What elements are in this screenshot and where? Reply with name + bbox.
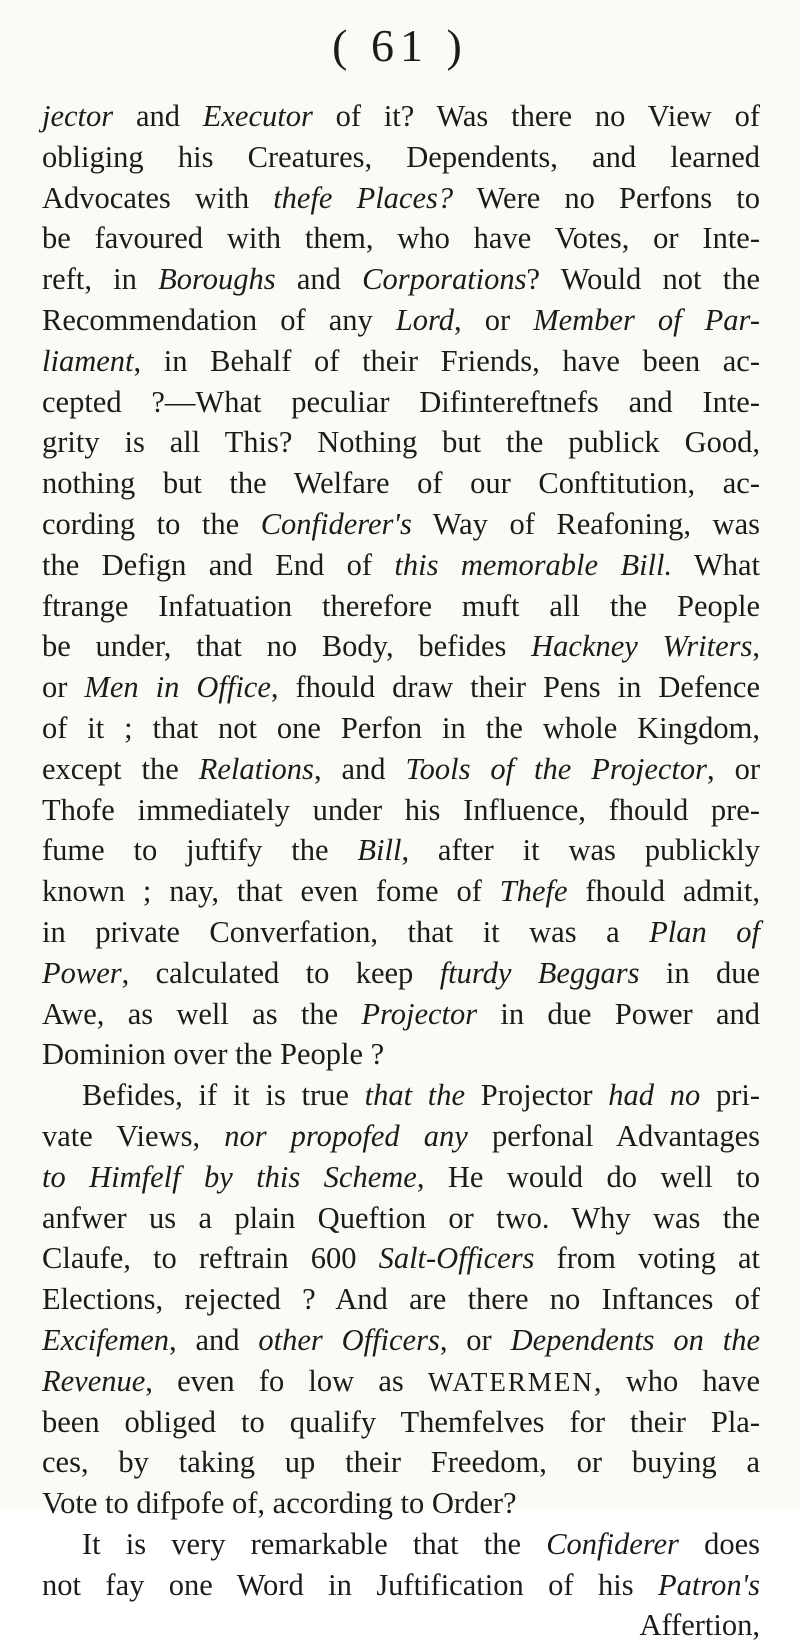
text-line	[42, 1605, 760, 1646]
text-segment: in due Power and	[477, 996, 760, 1031]
text-line	[42, 178, 760, 219]
text-segment: or	[42, 670, 85, 705]
text-segment: Were no Perfons to	[453, 180, 760, 215]
italic-text: this memorable Bill.	[394, 547, 673, 582]
italic-text: Tools of the Projector	[405, 751, 708, 786]
text-line	[42, 463, 760, 504]
text-segment: obliging his Creatures, Dependents, and learned	[42, 139, 760, 174]
italic-text: Hackney Writers	[531, 629, 753, 664]
text-line	[42, 422, 760, 463]
text-segment: pri-	[700, 1078, 760, 1113]
text-segment: , or	[454, 302, 534, 337]
text-line	[42, 504, 760, 545]
italic-text: Confiderer	[546, 1526, 679, 1561]
text-line	[42, 382, 760, 423]
text-segment: Befides, if it is true	[82, 1078, 365, 1113]
text-segment: , after it was publickly	[401, 833, 760, 868]
page-number: ( 61 )	[332, 20, 468, 71]
text-line	[42, 1402, 760, 1443]
text-segment: , fhould draw their Pens in Defence	[270, 670, 760, 705]
italic-text: Dependents on the	[510, 1322, 760, 1357]
italic-text: Salt-Officers	[378, 1241, 535, 1276]
text-segment: not fay one Word in Juftification of his	[42, 1567, 659, 1602]
italic-text: Bill	[357, 833, 402, 868]
text-line	[42, 994, 760, 1035]
italic-text: fturdy Beggars	[439, 955, 640, 990]
text-segment: It is very remarkable that the	[82, 1526, 547, 1561]
text-segment: , even fo low as	[145, 1363, 428, 1398]
italic-text: Patron's	[658, 1567, 760, 1602]
italic-text: had no	[608, 1078, 701, 1113]
text-line	[42, 1238, 760, 1279]
text-segment: perfonal Advantages	[467, 1118, 760, 1153]
text-line	[42, 708, 760, 749]
text-segment: , who have	[593, 1363, 760, 1398]
italic-text: liament	[42, 343, 134, 378]
text-segment: Awe, as well as the	[42, 996, 362, 1031]
text-segment: Elections, rejected ? And are there no Inftances of	[42, 1282, 760, 1317]
text-line	[42, 1198, 760, 1239]
text-segment: Thofe immediately under his Influence, fhould pre-	[42, 792, 760, 827]
text-line	[42, 137, 760, 178]
text-line	[42, 545, 760, 586]
text-line	[42, 300, 760, 341]
text-line	[42, 749, 760, 790]
text-segment: grity is all This? Nothing but the publick Good,	[42, 425, 760, 460]
italic-text: Revenue	[42, 1363, 146, 1398]
text-line	[42, 830, 760, 871]
text-segment: nothing but the Welfare of our Conftitution, ac-	[42, 466, 760, 501]
text-line	[42, 1279, 760, 1320]
small-caps-text: WATERMEN	[427, 1366, 594, 1397]
text-segment: , and	[313, 751, 406, 786]
text-line	[42, 1075, 760, 1116]
text-segment: Projector	[465, 1078, 609, 1113]
text-segment: be under, that no Body, befides	[42, 629, 532, 664]
text-segment: What	[672, 547, 760, 582]
text-segment: fhould admit,	[567, 874, 760, 909]
italic-text: thefe Places?	[273, 180, 454, 215]
italic-text: Men in Office	[84, 670, 271, 705]
text-segment: ,	[752, 629, 760, 664]
text-line	[42, 1565, 760, 1606]
text-segment: cepted ?—What peculiar Difintereftnefs and Inte-	[42, 384, 760, 419]
text-line	[42, 341, 760, 382]
text-segment: known ; nay, that even fome of	[42, 874, 500, 909]
text-line	[42, 912, 760, 953]
italic-text: Lord	[395, 302, 454, 337]
text-segment: been obliged to qualify Themfelves for their Pla-	[42, 1404, 760, 1439]
text-segment: of it? Was there no View of	[312, 99, 760, 133]
italic-text: that the	[364, 1078, 466, 1113]
text-line	[42, 1524, 760, 1565]
text-line	[42, 1442, 760, 1483]
italic-text: Projector	[361, 996, 478, 1031]
text-segment: except the	[42, 751, 199, 786]
text-line	[42, 218, 760, 259]
text-line	[42, 953, 760, 994]
italic-text: Confiderer's	[260, 506, 412, 541]
text-segment: vate Views,	[42, 1118, 225, 1153]
italic-text: Executor	[202, 99, 313, 133]
text-line	[42, 1034, 760, 1075]
text-line	[42, 667, 760, 708]
italic-text: Thefe	[499, 874, 568, 909]
text-segment: the Defign and End of	[42, 547, 395, 582]
text-segment: from voting at	[534, 1241, 760, 1276]
text-segment: Claufe, to reftrain 600	[42, 1241, 379, 1276]
text-segment: ftrange Infatuation therefore muft all the People	[42, 588, 760, 623]
italic-text: Corporations	[362, 262, 527, 297]
text-segment: be favoured with them, who have Votes, or Inte-	[42, 221, 760, 256]
text-line	[42, 259, 760, 300]
text-segment: in due	[639, 955, 760, 990]
italic-text: to Himfelf by this Scheme	[42, 1159, 417, 1194]
italic-text: Plan of	[649, 914, 760, 949]
italic-text: Member of Par-	[533, 302, 760, 337]
italic-text: nor propofed any	[224, 1118, 468, 1153]
text-segment: does	[678, 1526, 760, 1561]
text-line	[42, 1361, 760, 1402]
text-segment: fume to juftify the	[42, 833, 358, 868]
text-segment: Vote to difpofe of, according to Order?	[42, 1486, 517, 1521]
text-segment: Way of Reafoning, was	[411, 506, 760, 541]
text-segment: , He would do well to	[416, 1159, 760, 1194]
text-segment: anfwer us a plain Queftion or two. Why was the	[42, 1200, 760, 1235]
text-line	[42, 626, 760, 667]
text-segment: in private Converfation, that it was a	[42, 914, 650, 949]
text-line	[42, 586, 760, 627]
text-segment: Dominion over the People ?	[42, 1037, 385, 1072]
text-segment: Advocates with	[42, 180, 274, 215]
text-segment: and	[113, 99, 203, 133]
text-segment: , and	[169, 1322, 259, 1357]
text-line	[42, 96, 760, 137]
text-segment: cording to the	[42, 506, 261, 541]
text-segment: , calculated to keep	[121, 955, 440, 990]
text-line	[42, 790, 760, 831]
text-segment: , in Behalf of their Friends, have been ac-	[133, 343, 760, 378]
text-line	[42, 1157, 760, 1198]
text-segment: of it ; that not one Perfon in the whole Kingdom,	[42, 710, 760, 745]
text-segment: , or	[439, 1322, 511, 1357]
text-segment: ? Would not the	[526, 262, 760, 297]
text-segment: ces, by taking up their Freedom, or buying a	[42, 1445, 760, 1480]
text-segment: Affertion,	[639, 1608, 760, 1643]
italic-text: Excifemen	[42, 1322, 170, 1357]
italic-text: Boroughs	[158, 262, 276, 297]
body-text	[42, 96, 760, 1646]
text-segment: reft, in	[42, 262, 159, 297]
text-line	[42, 1320, 760, 1361]
text-segment: , or	[707, 751, 760, 786]
text-segment: and	[275, 262, 363, 297]
italic-text: jector	[42, 99, 114, 133]
italic-text: other Officers	[258, 1322, 440, 1357]
italic-text: Power	[42, 955, 122, 990]
italic-text: Relations	[198, 751, 314, 786]
text-segment: Recommendation of any	[42, 302, 396, 337]
text-line	[42, 871, 760, 912]
text-line	[42, 1116, 760, 1157]
text-line	[42, 1483, 760, 1524]
